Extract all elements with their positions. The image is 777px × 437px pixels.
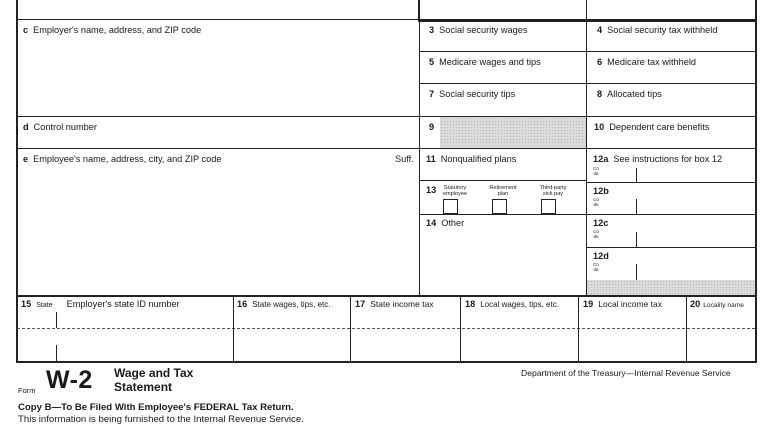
box-e-suff: Suff. — [395, 154, 414, 164]
dependent-care-field[interactable] — [590, 133, 753, 146]
box-13-statutory-label: Statutory employee — [442, 185, 468, 197]
code-tick-12a — [636, 168, 637, 182]
rule-5-7 — [419, 83, 757, 84]
rule-state-top — [16, 295, 757, 297]
third-party-sick-pay-checkbox[interactable] — [541, 199, 556, 214]
box-17-label: 17 State income tax — [355, 299, 434, 309]
box-3-label: 3 Social security wages — [429, 25, 528, 35]
top-right-box-bottom — [418, 20, 757, 22]
allocated-tips-field[interactable] — [590, 100, 753, 114]
box-8-label: 8 Allocated tips — [597, 89, 662, 99]
box-6-label: 6 Medicare tax withheld — [597, 57, 696, 67]
box-13-retirement-label: Retirement plan — [489, 185, 517, 197]
code-label-12d: Code — [593, 262, 599, 272]
box-15-id-label: Employer's state ID number — [66, 299, 180, 309]
box-7-label: 7 Social security tips — [429, 89, 516, 99]
state-col-16 — [233, 296, 234, 362]
employee-name-field[interactable] — [20, 166, 416, 294]
box-12d-label: 12d — [593, 251, 609, 261]
social-security-tips-field[interactable] — [422, 100, 584, 114]
rule-12b-12c — [586, 214, 757, 215]
box-c-label: c Employer's name, address, and ZIP code — [23, 25, 202, 35]
state-col-18 — [460, 296, 461, 362]
rule-d-e — [16, 148, 757, 149]
statutory-employee-checkbox[interactable] — [443, 199, 458, 214]
state-code-tick-2 — [56, 345, 57, 361]
box-12a-label: 12a See instructions for box 12 — [593, 154, 723, 164]
other-field[interactable] — [422, 230, 584, 294]
code-label-12a: Code — [593, 166, 599, 176]
code-label-12b: Code — [593, 197, 599, 207]
box-14-label: 14 Other — [426, 218, 465, 228]
copy-b-label: Copy B—To Be Filed With Employee's FEDERAL Tax Return. — [18, 402, 294, 413]
box-15-label: 15 State Employer's state ID number — [21, 299, 180, 309]
rule-13-14 — [419, 214, 587, 215]
box-13-label: 13 — [426, 185, 437, 195]
social-security-wages-field[interactable] — [422, 36, 584, 50]
form-word: Form — [18, 386, 36, 395]
code-tick-12c — [636, 232, 637, 247]
code-label-12c: Code — [593, 229, 599, 239]
form-right-border — [755, 0, 757, 362]
form-name-w2: W-2 — [46, 366, 93, 394]
medicare-tax-field[interactable] — [590, 68, 753, 82]
rule-c-d — [16, 116, 757, 117]
state-col-17 — [350, 296, 351, 362]
social-security-tax-field[interactable] — [590, 36, 753, 50]
rule-3-5 — [419, 51, 757, 52]
code-tick-12b — [636, 199, 637, 214]
rule-11-13 — [419, 180, 587, 181]
box-9-shade — [440, 117, 586, 148]
box-10-label: 10 Dependent care benefits — [594, 122, 710, 132]
department-label: Department of the Treasury—Internal Revenue Service — [521, 368, 731, 378]
state-dashed-rule — [17, 328, 755, 329]
box-12d-shade-strip — [587, 280, 755, 296]
state-col-19 — [578, 296, 579, 362]
medicare-wages-field[interactable] — [422, 68, 584, 82]
box-12c-label: 12c — [593, 218, 609, 228]
form-title-line1: Wage and Tax — [114, 366, 194, 380]
box-16-label: 16 State wages, tips, etc. — [237, 299, 331, 309]
nonqualified-plans-field[interactable] — [422, 166, 584, 179]
box-11-label: 11 Nonqualified plans — [426, 154, 517, 164]
box-9-label: 9 — [429, 122, 435, 132]
box-12b-label: 12b — [593, 186, 609, 196]
form-left-border — [16, 0, 18, 362]
rule-12c-12d — [586, 247, 757, 248]
box-13-thirdparty-label: Third-party sick pay — [539, 185, 567, 197]
box-d-label: d Control number — [23, 122, 97, 132]
rule-12a-12b — [586, 182, 757, 183]
info-line: This information is being furnished to the Internal Revenue Service. — [18, 414, 304, 425]
rule-state-bottom — [16, 361, 757, 363]
retirement-plan-checkbox[interactable] — [492, 199, 507, 214]
col-divider-right — [586, 20, 587, 296]
form-title-line2: Statement — [114, 380, 173, 394]
box-18-label: 18 Local wages, tips, etc. — [465, 299, 559, 309]
col-divider-left — [419, 20, 420, 296]
state-code-tick-1 — [56, 312, 57, 328]
box-15-state-label: State — [36, 302, 53, 309]
box-20-label: 20 Locality name — [690, 299, 744, 309]
code-tick-12d — [636, 264, 637, 280]
state-col-20 — [686, 296, 687, 362]
box-e-label: e Employee's name, address, city, and ZIP code — [23, 154, 222, 164]
box-19-label: 19 Local income tax — [583, 299, 663, 309]
control-number-field[interactable] — [20, 133, 416, 146]
box-4-label: 4 Social security tax withheld — [597, 25, 718, 35]
employer-name-field[interactable] — [20, 38, 416, 114]
box-5-label: 5 Medicare wages and tips — [429, 57, 541, 67]
